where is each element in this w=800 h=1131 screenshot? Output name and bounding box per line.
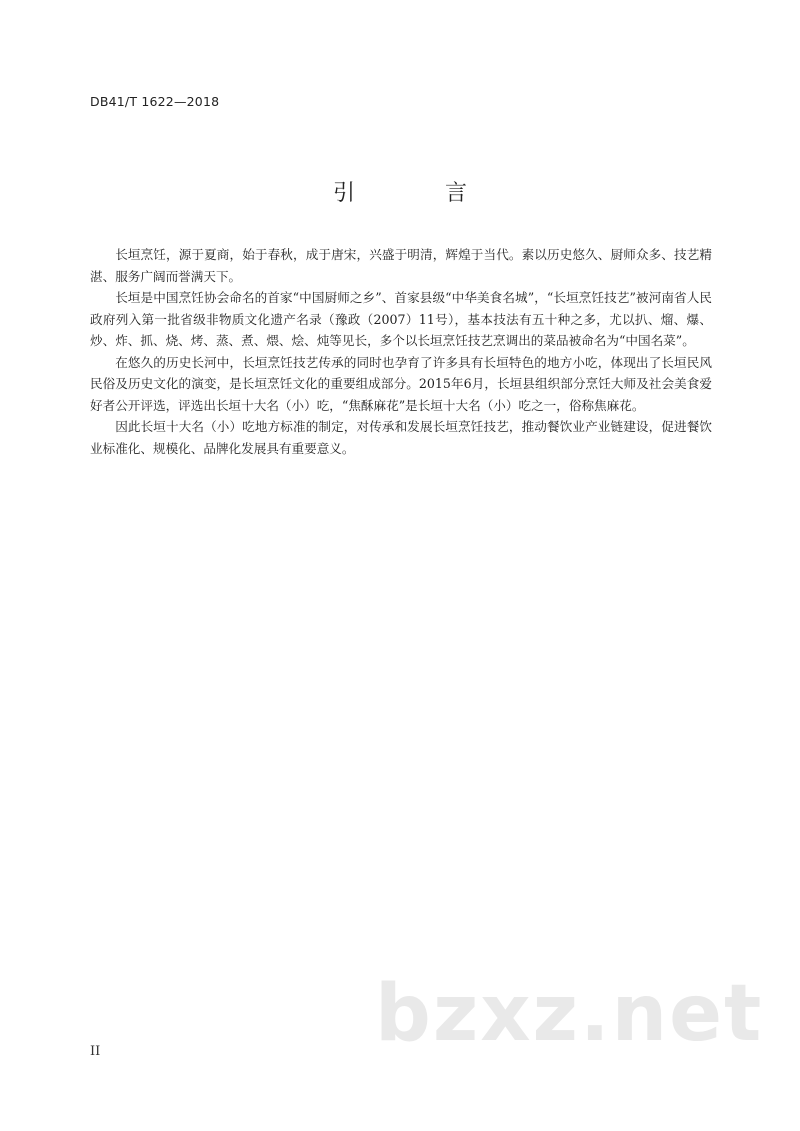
introduction-body xyxy=(90,244,712,459)
paragraph-history: 长垣烹饪，源于夏商，始于春秋，成于唐宋，兴盛于明清，辉煌于当代。素以历史悠久、厨师众多、技艺精湛、服务广阔而誉满天下。 xyxy=(90,247,712,284)
page-title: 引 言 xyxy=(332,181,501,206)
paragraph-heritage: 长垣是中国烹饪协会命名的首家“中国厨师之乡”、首家县级“中华美食名城”，“长垣烹饪技艺”被河南省人民政府列入第一批省级非物质文化遗产名录（豫政（2007）11号），基本技法有五十种之多，尤以扒、熘、爆、炒、炸、抓、烧、烤、蒸、煮、煨、烩、炖等见长，多个以长垣烹饪技艺烹调出的菜品被命名为“中国名菜”。 xyxy=(90,290,712,348)
watermark: bzxz.net xyxy=(375,969,764,1059)
paragraph-snacks: 在悠久的历史长河中，长垣烹饪技艺传承的同时也孕育了许多具有长垣特色的地方小吃，体现出了长垣民风民俗及历史文化的演变，是长垣烹饪文化的重要组成部分。2015年6月，长垣县组织部分烹饪大师及社会美食爱好者公开评选，评选出长垣十大名（小）吃，“焦酥麻花”是长垣十大名（小）吃之一，俗称焦麻花。 xyxy=(90,354,712,413)
page-number: II xyxy=(90,1044,101,1059)
paragraph-significance: 因此长垣十大名（小）吃地方标准的制定，对传承和发展长垣烹饪技艺，推动餐饮业产业链建设，促进餐饮业标准化、规模化、品牌化发展具有重要意义。 xyxy=(90,419,712,456)
standard-code: DB41/T 1622—2018 xyxy=(90,94,220,109)
